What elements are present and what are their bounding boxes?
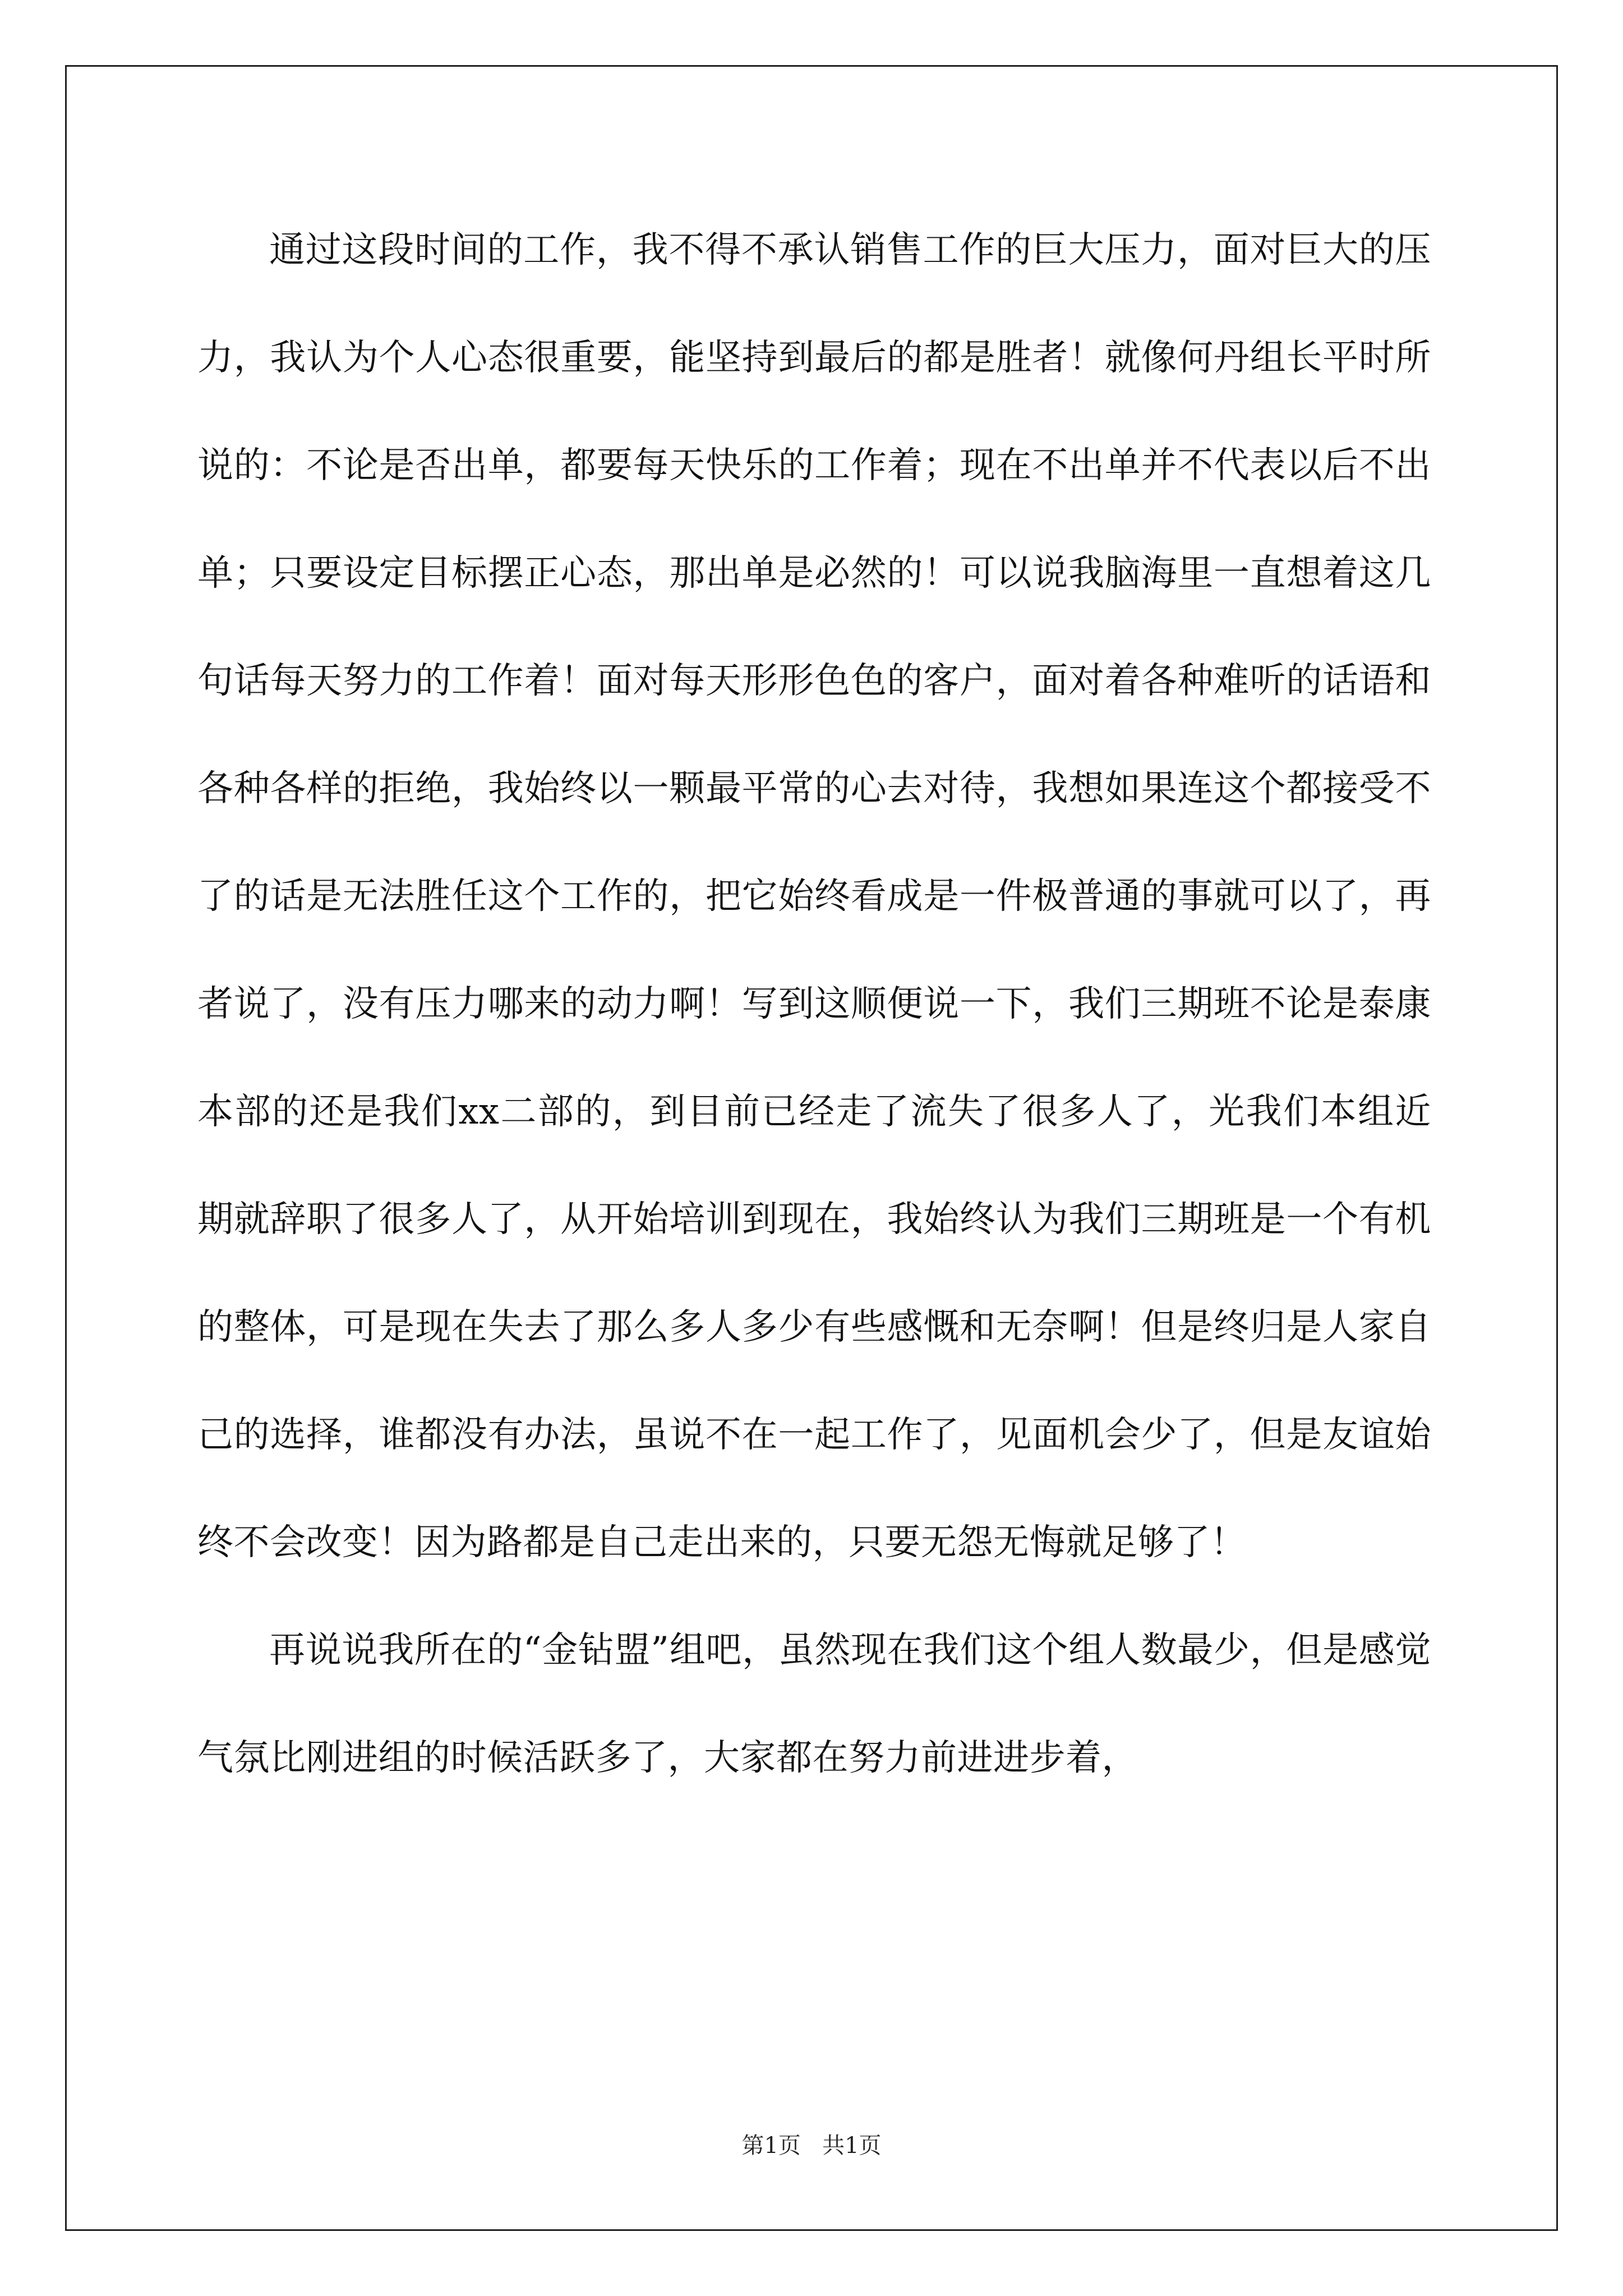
- document-body: [197, 196, 1431, 1812]
- page-footer: [0, 2132, 1623, 2160]
- page-total: 共1页: [822, 2133, 882, 2159]
- footer-spacer: [801, 2133, 822, 2159]
- paragraph-1: 通过这段时间的工作，我不得不承认销售工作的巨大压力，面对巨大的压力，我认为个人心态很重要，能坚持到最后的都是胜者！就像何丹组长平时所说的：不论是否出单，都要每天快乐的工作着；现在不出单并不代表以后不出单；只要设定目标摆正心态，那出单是必然的！可以说我脑海里一直想着这几句话每天努力的工作着！面对每天形形色色的客户，面对着各种难听的话语和各种各样的拒绝，我始终以一颗最平常的心去对待，我想如果连这个都接受不了的话是无法胜任这个工作的，把它始终看成是一件极普通的事就可以了，再者说了，没有压力哪来的动力啊！写到这顺便说一下，我们三期班不论是泰康本部的还是我们xx二部的，到目前已经走了流失了很多人了，光我们本组近期就辞职了很多人了，从开始培训到现在，我始终认为我们三期班是一个有机的整体，可是现在失去了那么多人多少有些感慨和无奈啊！但是终归是人家自己的选择，谁都没有办法，虽说不在一起工作了，见面机会少了，但是友谊始终不会改变！因为路都是自己走出来的，只要无怨无悔就足够了！: [197, 229, 1431, 1563]
- paragraph-2: 再说说我所在的“金钻盟”组吧，虽然现在我们这个组人数最少，但是感觉气氛比刚进组的时候活跃多了，大家都在努力前进进步着，: [197, 1630, 1431, 1779]
- page-number: 第1页: [741, 2133, 801, 2159]
